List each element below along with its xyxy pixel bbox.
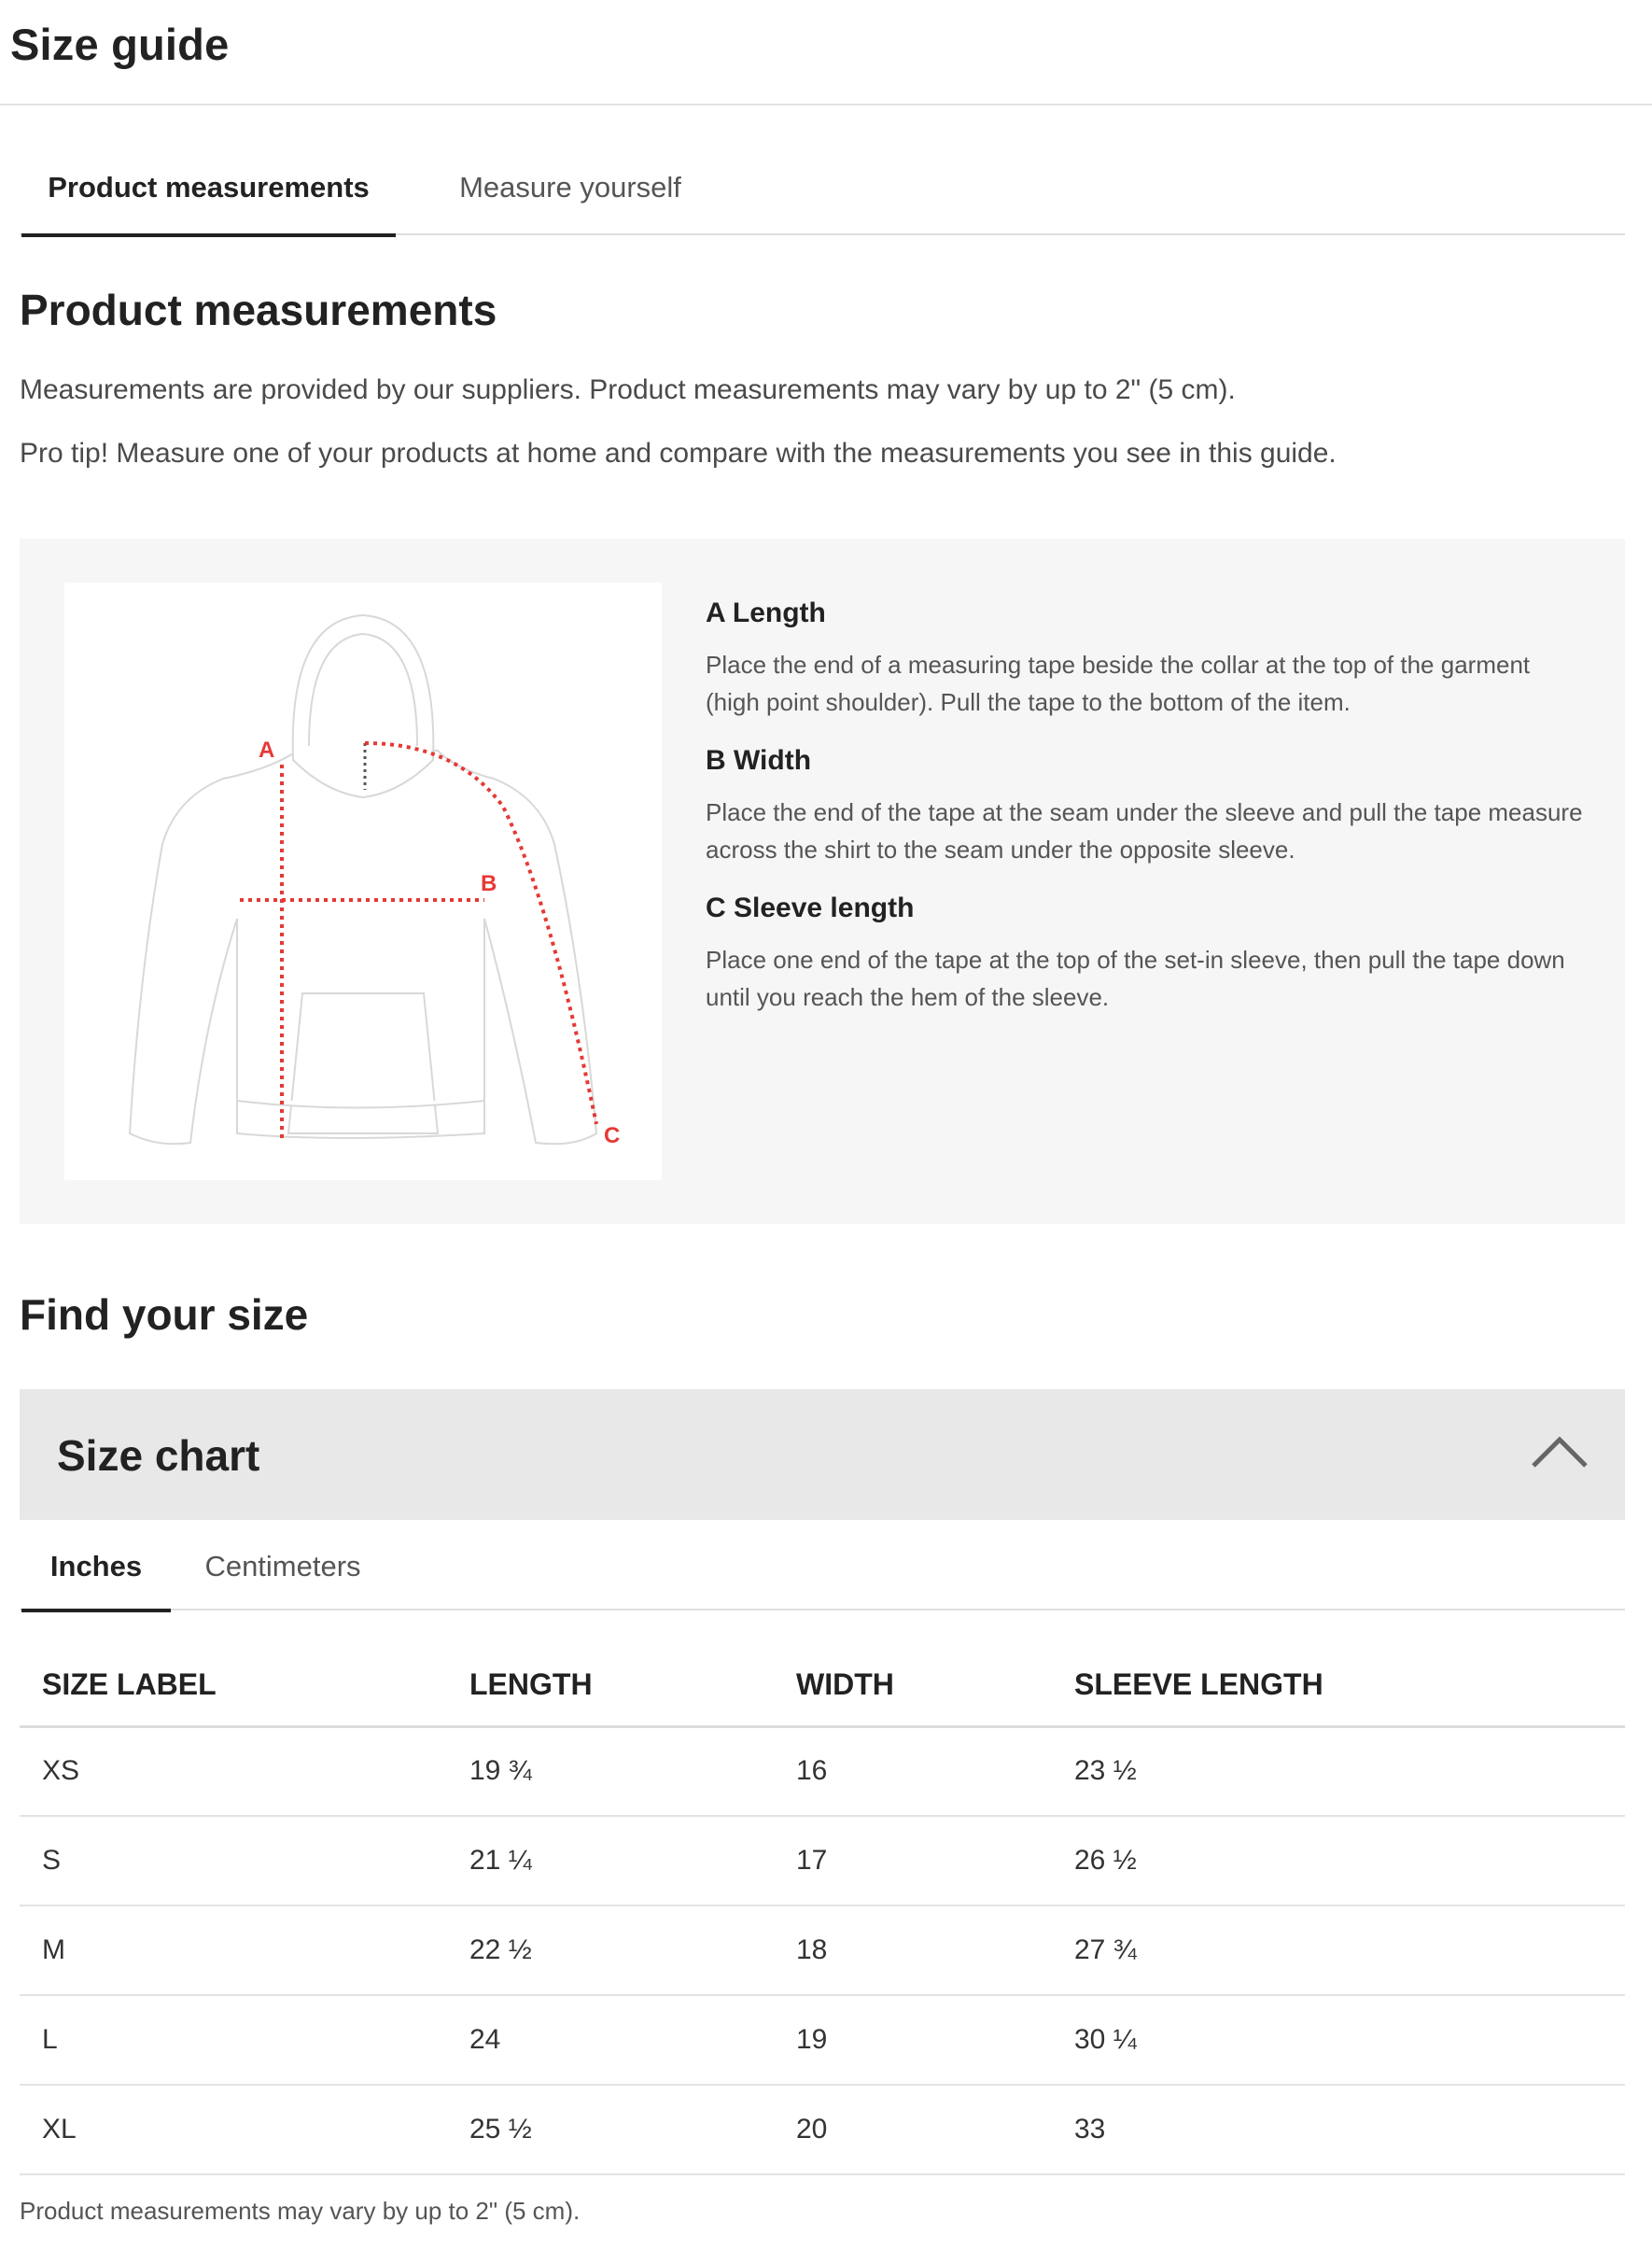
- table-row: [20, 1905, 1625, 1995]
- column-header-length: LENGTH: [469, 1610, 796, 1726]
- label-c: C: [604, 1123, 621, 1148]
- width-title: B Width: [706, 745, 812, 776]
- table-row: [20, 1816, 1625, 1905]
- tab-inches[interactable]: Inches: [21, 1520, 171, 1612]
- cell-size: XL: [20, 2085, 469, 2174]
- table-row: [20, 1995, 1625, 2085]
- cell-sleeve: 27 ¾: [1074, 1905, 1625, 1995]
- table-row: [20, 2085, 1625, 2174]
- cell-length: 24: [469, 1995, 796, 2085]
- width-description: Place the end of the tape at the seam under the sleeve and pull the tape measure across the shirt to the seam under the opposite sleeve.: [706, 798, 1583, 864]
- cell-sleeve: 23 ½: [1074, 1726, 1625, 1816]
- tab-measure-yourself[interactable]: Measure yourself: [459, 171, 681, 204]
- cell-length: 21 ¼: [469, 1816, 796, 1905]
- measure-instructions: [706, 598, 1583, 1040]
- size-guide-content: [20, 105, 1625, 2225]
- find-your-size-heading: Find your size: [20, 1290, 309, 1339]
- sleeve-length-title: C Sleeve length: [706, 893, 915, 923]
- suppliers-note: Measurements are provided by our suppliers. Product measurements may vary by up to 2" (5 cm).: [20, 374, 1236, 405]
- label-a: A: [259, 738, 275, 763]
- column-header-sleeve-length: SLEEVE LENGTH: [1074, 1610, 1625, 1726]
- cell-size: XS: [20, 1726, 469, 1816]
- hoodie-shape: [130, 615, 596, 1144]
- cell-sleeve: 26 ½: [1074, 1816, 1625, 1905]
- cell-length: 19 ¾: [469, 1726, 796, 1816]
- table-row: [20, 1726, 1625, 1816]
- length-description: Place the end of a measuring tape beside the collar at the top of the garment (high point shoulder). Pull the tape to the bottom of the item.: [706, 651, 1531, 716]
- size-table: [20, 1610, 1625, 2175]
- hoodie-measurement-illustration: [64, 583, 662, 1180]
- cell-width: 16: [796, 1726, 1074, 1816]
- cell-length: 22 ½: [469, 1905, 796, 1995]
- cell-size: L: [20, 1995, 469, 2085]
- product-measurements-heading: Product measurements: [20, 286, 497, 334]
- cell-width: 19: [796, 1995, 1074, 2085]
- cell-width: 20: [796, 2085, 1074, 2174]
- dialog-header: [0, 0, 1652, 105]
- cell-length: 25 ½: [469, 2085, 796, 2174]
- cell-sleeve: 33: [1074, 2085, 1625, 2174]
- chevron-up-icon[interactable]: [1530, 1432, 1589, 1470]
- cell-width: 18: [796, 1905, 1074, 1995]
- column-header-size-label: SIZE LABEL: [20, 1610, 469, 1726]
- column-header-width: WIDTH: [796, 1610, 1074, 1726]
- guide-tabs: [20, 105, 1625, 235]
- unit-tabs: [20, 1520, 1625, 1610]
- dialog-title: Size guide: [10, 20, 230, 69]
- tab-centimeters[interactable]: Centimeters: [204, 1550, 361, 1582]
- hoodie-diagram: [64, 583, 662, 1180]
- footnote: Product measurements may vary by up to 2" (5 cm).: [20, 2197, 581, 2225]
- size-chart-accordion[interactable]: [20, 1389, 1625, 1520]
- tab-product-measurements[interactable]: Product measurements: [21, 105, 396, 237]
- length-title: A Length: [706, 598, 826, 628]
- measurement-diagram-panel: [20, 539, 1625, 1224]
- cell-sleeve: 30 ¼: [1074, 1995, 1625, 2085]
- cell-size: S: [20, 1816, 469, 1905]
- cell-width: 17: [796, 1816, 1074, 1905]
- table-header-row: [20, 1610, 1625, 1726]
- size-chart-label: Size chart: [57, 1431, 260, 1480]
- sleeve-length-description: Place one end of the tape at the top of the set-in sleeve, then pull the tape down until you reach the hem of the sleeve.: [706, 946, 1565, 1011]
- pro-tip: Pro tip! Measure one of your products at home and compare with the measurements you see in this guide.: [20, 438, 1337, 469]
- cell-size: M: [20, 1905, 469, 1995]
- label-b: B: [481, 871, 497, 896]
